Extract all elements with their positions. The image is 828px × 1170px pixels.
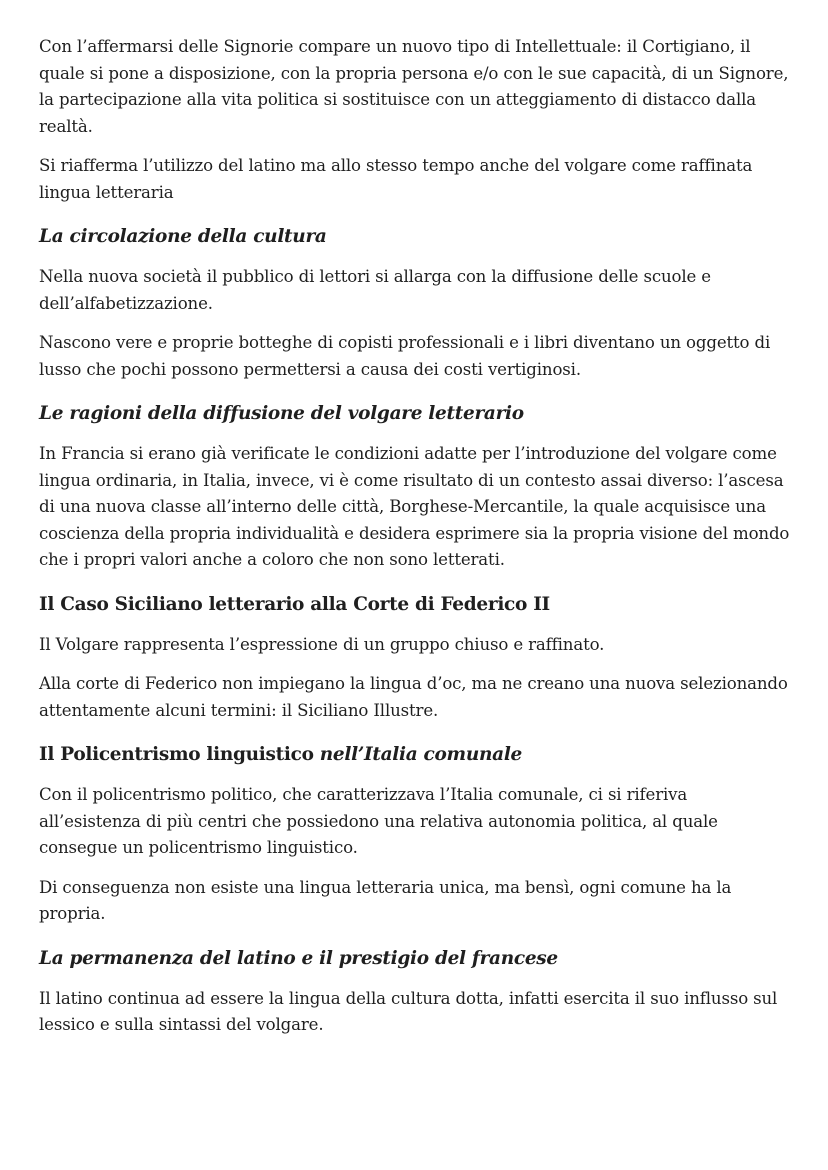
paragraph: Si riafferma l’utilizzo del latino ma allo stesso tempo anche del volgare come raffinata lingua letteraria	[39, 156, 753, 202]
section-heading	[39, 742, 792, 768]
section-heading: Il Caso Siciliano letterario alla Corte di Federico II	[39, 593, 550, 615]
paragraph: Nella nuova società il pubblico di lettori si allarga con la diffusione delle scuole e dell’alfabetizzazione.	[39, 267, 711, 313]
paragraph: Con il policentrismo politico, che caratterizzava l’Italia comunale, ci si riferiva all’esistenza di più centri che possiedono una relativa autonomia politica, al quale consegue un policentrismo linguistico.	[39, 785, 718, 857]
paragraph: Il Volgare rappresenta l’espressione di un gruppo chiuso e raffinato.	[39, 634, 605, 654]
section-heading-part: nell’Italia comunale	[319, 744, 523, 765]
section-heading-part: Il Policentrismo linguistico	[39, 744, 320, 765]
paragraph: Il latino continua ad essere la lingua della cultura dotta, infatti esercita il suo influsso sul lessico e sulla sintassi del volgare.	[39, 988, 778, 1034]
paragraph: Alla corte di Federico non impiegano la lingua d’oc, ma ne creano una nuova selezionando attentamente alcuni termini: il Siciliano Illustre.	[39, 674, 788, 720]
paragraph: In Francia si erano già verificate le condizioni adatte per l’introduzione del volgare come lingua ordinaria, in Italia, invece, vi è come risultato di un contesto assai diverso: l’ascesa di una nuova classe all’interno delle città, Borghese-Mercantile, la quale acquisisce una coscienza della propria individualità e desidera esprimere sia la propria visione del mondo che i propri valori anche a coloro che non sono letterati.	[39, 444, 790, 569]
section-heading: La permanenza del latino e il prestigio del francese	[39, 947, 558, 969]
paragraph: Con l’affermarsi delle Signorie compare un nuovo tipo di Intellettuale: il Cortigiano, il quale si pone a disposizione, con la propria persona e/o con le sue capacità, di un Signore, la partecipazione alla vita politica si sostituisce con un atteggiamento di distacco dalla realtà.	[39, 37, 789, 136]
paragraph: Di conseguenza non esiste una lingua letteraria unica, ma bensì, ogni comune ha la propria.	[39, 877, 732, 923]
paragraph: Nascono vere e proprie botteghe di copisti professionali e i libri diventano un oggetto di lusso che pochi possono permettersi a causa dei costi vertiginosi.	[39, 333, 771, 379]
section-heading: Le ragioni della diffusione del volgare letterario	[39, 403, 524, 424]
section-heading: La circolazione della cultura	[39, 226, 327, 247]
